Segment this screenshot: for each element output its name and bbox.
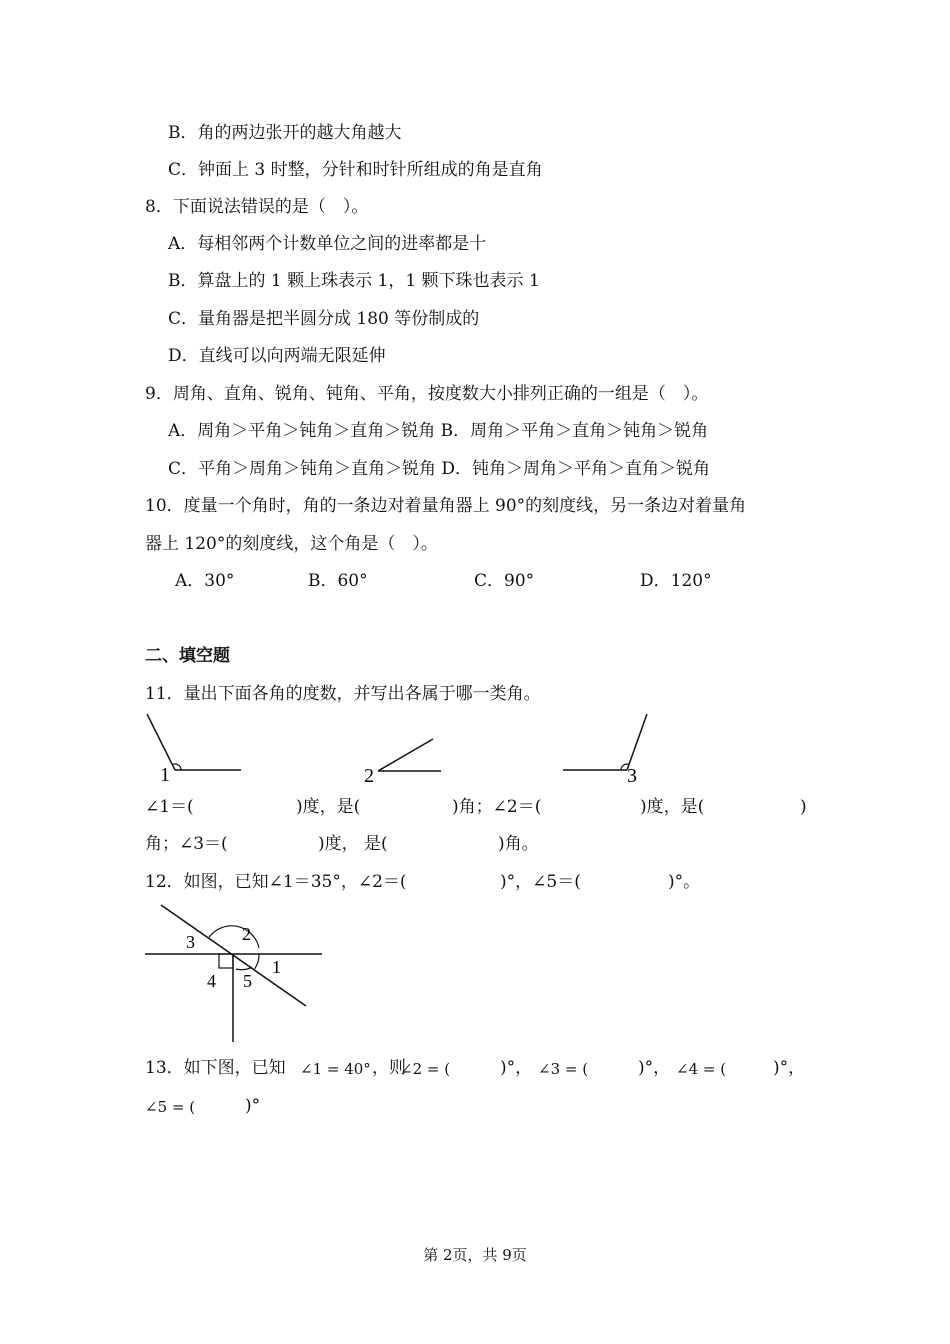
q11-answer-part4: )度，是( [640, 797, 705, 817]
q8-option-c: C．量角器是把半圆分成 180 等份制成的 [168, 309, 480, 329]
q12-label-3: 3 [186, 932, 195, 952]
q10-option-a: A．30° [175, 571, 235, 591]
q8-option-d: D．直线可以向两端无限延伸 [168, 346, 386, 366]
q13-angle5-close: )° [245, 1096, 261, 1116]
q11-answer-part7: )度， 是( [318, 834, 388, 854]
q12-stem-part3: )°。 [668, 872, 701, 892]
page-footer: 第 2页，共 9页 [423, 1246, 527, 1264]
q13-stem-part1: 13．如下图，已知 [145, 1058, 286, 1078]
q10-stem-line2: 器上 120°的刻度线，这个角是（ ）。 [145, 534, 438, 554]
q13-stem-part2: ，则 [372, 1058, 406, 1078]
q13-angle4-close: )°， [773, 1058, 806, 1078]
q7-option-b: B．角的两边张开的越大角越大 [168, 123, 402, 143]
q13-angle2-close: )°， [500, 1058, 533, 1078]
q13-angle3: ∠3 = ( [538, 1060, 589, 1078]
angle-1-label: 1 [160, 764, 170, 786]
q7-option-c: C．钟面上 3 时整，分针和时针所组成的角是直角 [168, 160, 543, 180]
q8-option-b: B．算盘上的 1 颗上珠表示 1，1 颗下珠也表示 1 [168, 271, 540, 291]
q8-stem: 8．下面说法错误的是（ ）。 [145, 197, 369, 217]
q10-stem-line1: 10．度量一个角时，角的一条边对着量角器上 90°的刻度线，另一条边对着量角 [145, 496, 747, 516]
q9-stem: 9．周角、直角、锐角、钝角、平角，按度数大小排列正确的一组是（ ）。 [145, 384, 709, 404]
q10-option-c: C．90° [474, 571, 535, 591]
q12-stem-part2: )°，∠5＝( [500, 872, 581, 892]
q12-label-4: 4 [207, 971, 216, 991]
q12-label-1: 1 [272, 957, 281, 977]
q13-angle3-close: )°， [638, 1058, 671, 1078]
angle-3-label: 3 [627, 765, 637, 787]
q11-answer-part2: )度，是( [296, 797, 361, 817]
q12-label-2: 2 [242, 924, 251, 944]
q11-answer-part3: )角；∠2＝( [452, 797, 542, 817]
angle-2-label: 2 [364, 765, 374, 787]
q11-answer-part6: 角；∠3＝( [145, 834, 228, 854]
q12-stem-part1: 12．如图，已知∠1＝35°，∠2＝( [145, 872, 407, 892]
q13-angle5: ∠5 = ( [145, 1098, 196, 1116]
q9-options-cd: C．平角＞周角＞钝角＞直角＞锐角 D．钝角＞周角＞平角＞直角＞锐角 [168, 459, 711, 479]
q13-given-angle: ∠1 = 40° [300, 1060, 371, 1078]
q11-answer-part5: ) [800, 797, 807, 817]
q9-options-ab: A．周角＞平角＞钝角＞直角＞锐角 B．周角＞平角＞直角＞钝角＞锐角 [168, 421, 709, 441]
q10-option-d: D．120° [640, 571, 712, 591]
section-heading: 二、填空题 [145, 646, 230, 666]
q11-stem: 11．量出下面各角的度数，并写出各属于哪一类角。 [145, 684, 541, 704]
q12-label-5: 5 [243, 971, 252, 991]
q11-answer-part1: ∠1＝( [145, 797, 194, 817]
q13-angle2: ∠2 = ( [400, 1060, 451, 1078]
q8-option-a: A．每相邻两个计数单位之间的进率都是十 [168, 234, 487, 254]
q13-angle4: ∠4 = ( [676, 1060, 727, 1078]
q11-answer-part8: )角。 [498, 834, 539, 854]
q10-option-b: B．60° [308, 571, 368, 591]
